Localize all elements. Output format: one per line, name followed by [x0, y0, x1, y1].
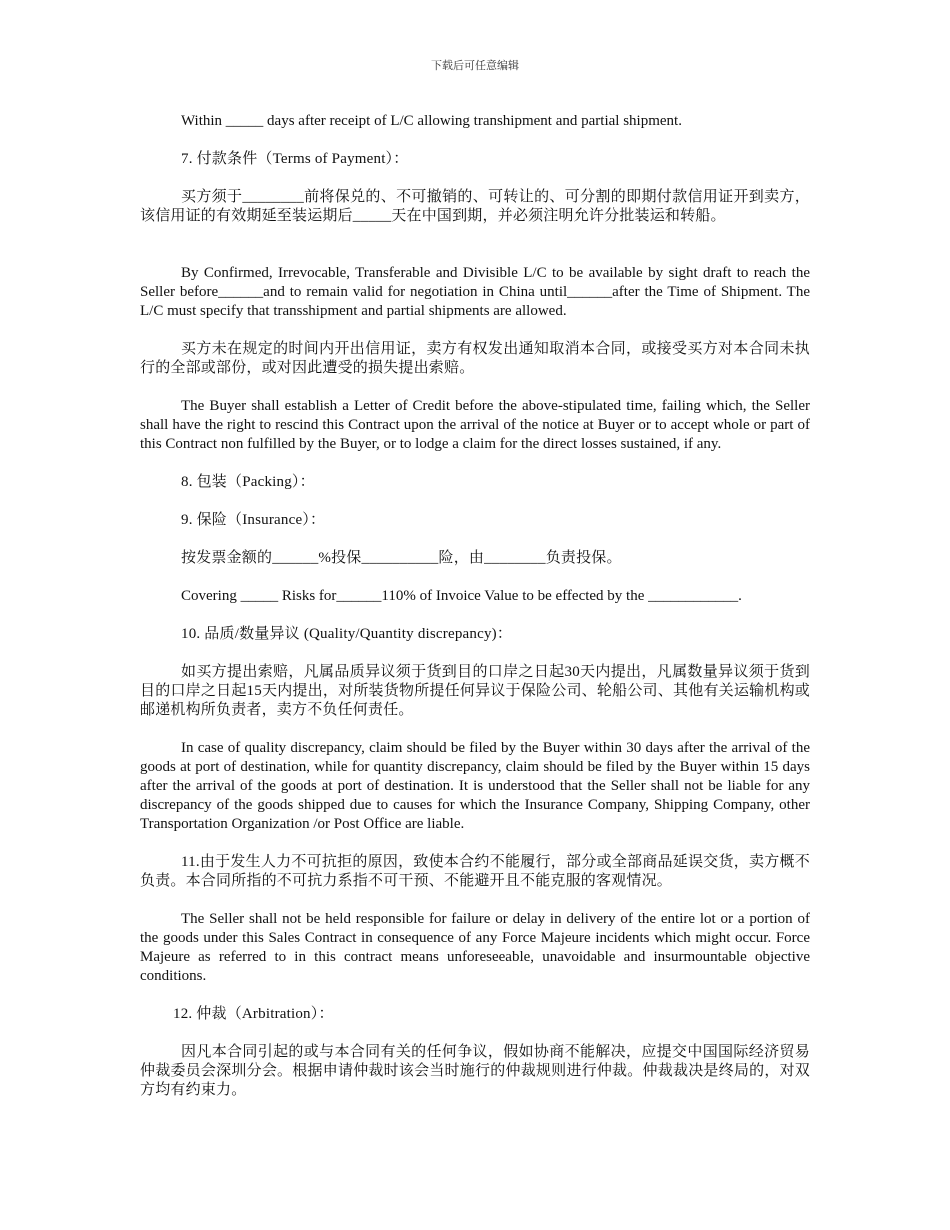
section-7-heading: 7. 付款条件（Terms of Payment）： [181, 151, 409, 167]
document-body [140, 112, 810, 1119]
section-10-heading: 10. 品质/数量异议 (Quality/Quantity discrepancy)： [181, 626, 513, 642]
force-majeure-en: The Seller shall not be held responsible for failure or delay in delivery of the entire lot or a portion of the goods under this Sales Contract in consequence of any Force Majeure incidents which might occur. Force Majeure as referred to in this contract means unforeseeable, unavoidable and insurmountable objective conditions. [140, 911, 810, 984]
insurance-en: Covering _____ Risks for______110% of Invoice Value to be effected by the ____________. [181, 588, 742, 604]
lc-failure-en: The Buyer shall establish a Letter of Credit before the above-stipulated time, failing which, the Seller shall have the right to rescind this Contract upon the arrival of the notice at Buyer or to accept whole or part of this Contract non fulfilled by the Buyer, or to lodge a claim for the direct losses sustained, if any. [140, 398, 810, 452]
discrepancy-en: In case of quality discrepancy, claim should be filed by the Buyer within 30 days after the arrival of the goods at port of destination, while for quantity discrepancy, claim should be filed by the Buyer within 15 days after the arrival of the goods at port of destination. It is understood that the Seller shall not be liable for any discrepancy of the goods shipped due to causes for which the Insurance Company, Shipping Company, other Transportation Organization /or Post Office are liable. [140, 740, 810, 832]
force-majeure-zh: 11.由于发生人力不可抗拒的原因，致使本合约不能履行，部分或全部商品延误交货，卖方概不负责。本合同所指的不可抗力系指不可干预、不能避开且不能克服的客观情况。 [140, 854, 810, 889]
insurance-zh: 按发票金额的______%投保__________险，由________负责投保。 [181, 550, 622, 566]
section-12-heading: 12. 仲裁（Arbitration）： [173, 1006, 334, 1022]
section-9-heading: 9. 保险（Insurance）： [181, 512, 326, 528]
page-header-note: 下载后可任意编辑 [431, 60, 519, 72]
shipment-time-clause: Within _____ days after receipt of L/C allowing transhipment and partial shipment. [181, 113, 682, 129]
section-8-heading: 8. 包装（Packing）： [181, 474, 315, 490]
discrepancy-zh: 如买方提出索赔，凡属品质异议须于货到目的口岸之日起30天内提出，凡属数量异议须于货到目的口岸之日起15天内提出，对所装货物所提任何异议于保险公司、轮船公司、其他有关运输机构或邮递机构所负责者，卖方不负任何责任。 [140, 664, 810, 718]
payment-terms-zh: 买方须于________前将保兑的、不可撤销的、可转让的、可分割的即期付款信用证开到卖方，该信用证的有效期延至装运期后_____天在中国到期，并必须注明允许分批装运和转船。 [140, 189, 810, 224]
lc-failure-zh: 买方未在规定的时间内开出信用证，卖方有权发出通知取消本合同，或接受买方对本合同未执行的全部或部份，或对因此遭受的损失提出索赔。 [140, 341, 810, 376]
arbitration-zh: 因凡本合同引起的或与本合同有关的任何争议，假如协商不能解决，应提交中国国际经济贸易仲裁委员会深圳分会。根据申请仲裁时该会当时施行的仲裁规则进行仲裁。仲裁裁决是终局的，对双方均有约束力。 [140, 1044, 810, 1098]
payment-terms-en: By Confirmed, Irrevocable, Transferable and Divisible L/C to be available by sight draft to reach the Seller before______and to remain valid for negotiation in China until______after the Time of Shipment. The L/C must specify that transshipment and partial shipments are allowed. [140, 265, 810, 319]
